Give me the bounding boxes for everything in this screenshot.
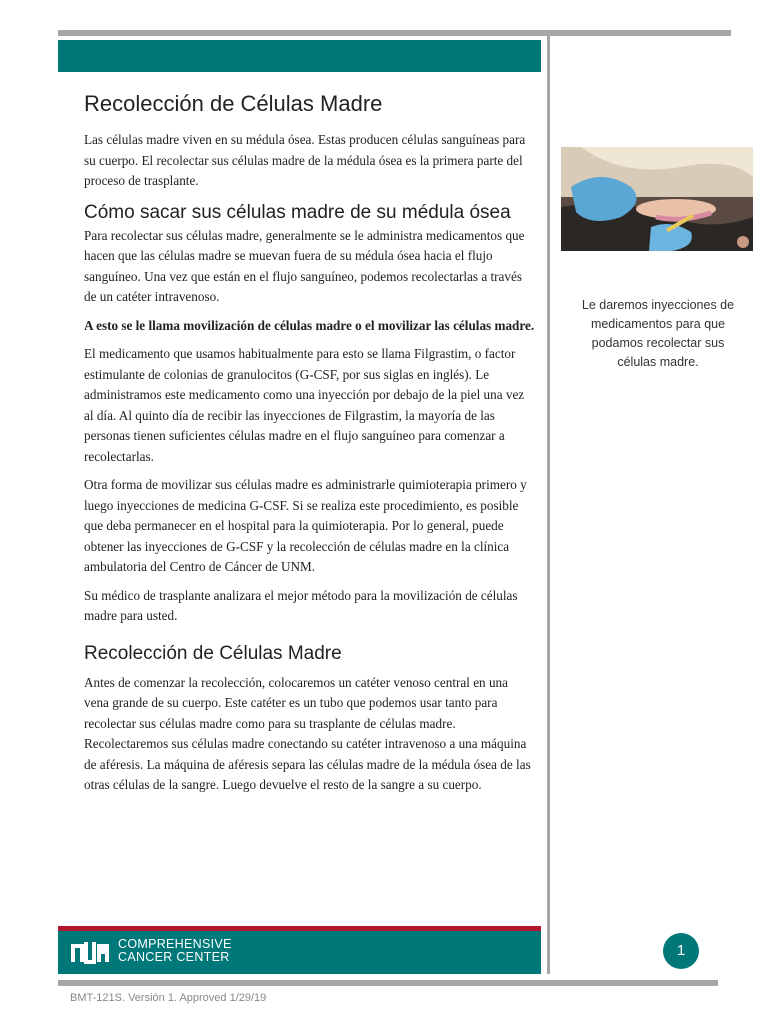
unm-logo-icon xyxy=(70,938,110,968)
paragraph-chemotherapy: Otra forma de movilizar sus células madre es administrarle quimioterapia primero y luego inyecciones de medicina G-CSF. Si se realiza este procedimiento, es posible que deba permanecer en el hospital para la quimioterapia. Por lo general, puede obtener las inyecciones de G-CSF y la recolección de células madre en la clínica ambulatoria del Centro de Cáncer de UNM. xyxy=(84,477,527,574)
top-rule xyxy=(58,30,731,36)
main-content xyxy=(84,92,536,804)
page-title: Recolección de Células Madre xyxy=(84,91,383,116)
paragraph-mobilization: Para recolectar sus células madre, generalmente se le administra medicamentos que hacen que las células madre se muevan fuera de su médula ósea hacia el flujo sanguíneo. Una vez que están en el flujo sanguíneo, podemos recolectarlas a través de un catéter intravenoso. xyxy=(84,227,525,304)
section-heading-extraction: Cómo sacar sus células madre de su médula ósea xyxy=(84,201,511,223)
paragraph-filgrastim: El medicamento que usamos habitualmente para esto se llama Filgrastim, o factor estimulante de colonias de granulocitos (G-CSF, por sus siglas en inglés). Le administramos este medicamento como una inyección por debajo de la piel una vez al día. Al quinto día de recibir las inyecciones de Filgrastim, la mayoría de las personas tienen suficientes células madre en el flujo sanguíneo para comenzar a recolectarlas. xyxy=(84,346,525,464)
section-heading-collection: Recolección de Células Madre xyxy=(84,642,342,664)
footer-band xyxy=(58,926,541,974)
injection-photo xyxy=(561,147,753,251)
org-name xyxy=(118,938,232,964)
bottom-rule xyxy=(58,980,718,986)
paragraph-apheresis: Antes de comenzar la recolección, colocaremos un catéter venoso central en una vena grande de su cuerpo. Este catéter es un tubo que podemos usar tanto para recolectar sus células madre como para su trasplante de células madre. Recolectaremos sus células madre conectando su catéter intravenoso a una máquina de aféresis. La máquina de aféresis separa las células madre de la médula ósea de las otras células de la sangre. Luego devuelve el resto de la sangre a su cuerpo. xyxy=(84,674,531,792)
column-divider xyxy=(547,36,550,974)
org-name-line2: CANCER CENTER xyxy=(118,950,230,964)
bold-statement: A esto se le llama movilización de células madre o el movilizar las células madre. xyxy=(84,317,535,333)
page-number-badge: 1 xyxy=(663,933,699,969)
footer-red-stripe xyxy=(58,926,541,931)
intro-paragraph: Las células madre viven en su médula ósea. Estas producen células sanguíneas para su cuerpo. El recolectar sus células madre de la médula ósea es la primera parte del proceso de trasplante. xyxy=(84,132,526,188)
photo-caption: Le daremos inyecciones de medicamentos para que podamos recolectar sus células madre. xyxy=(581,298,735,369)
document-id: BMT-121S. Versión 1. Approved 1/29/19 xyxy=(70,992,267,1004)
paragraph-doctor: Su médico de trasplante analizara el mejor método para la movilización de células madre para usted. xyxy=(84,587,518,623)
header-band xyxy=(58,40,541,72)
org-name-line1: COMPREHENSIVE xyxy=(118,937,232,951)
